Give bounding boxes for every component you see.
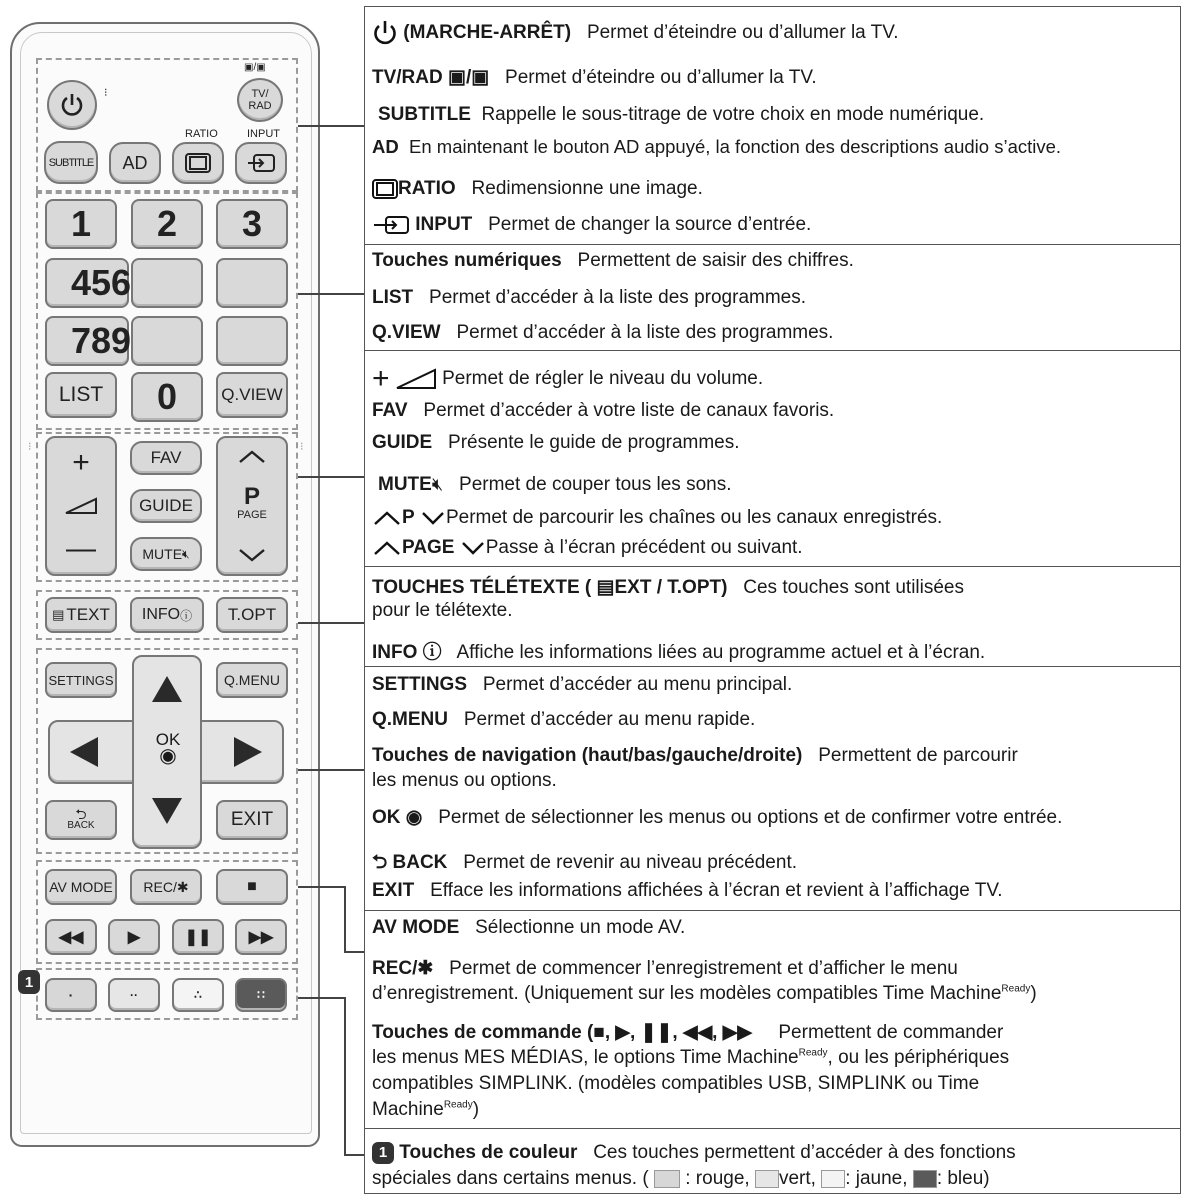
row-volume [372,362,763,396]
separator-2 [364,350,1181,351]
arrow-down-button[interactable] [150,796,184,831]
settings-desc: Permet d’accéder au menu principal. [482,674,793,695]
mute-label: MUTE [142,546,183,562]
row-back [372,848,797,880]
mute-desc: Permet de couper tous les sons. [459,474,732,495]
subtitle-title: SUBTITLE [378,104,471,125]
row-color-2 [372,1168,990,1190]
chevron-up-icon [237,449,267,465]
row-list [372,287,806,309]
rec-end: ) [1030,983,1037,1004]
yellow-key[interactable]: ∴ [172,978,224,1012]
ratio-caption: RATIO [185,128,218,140]
play-icon: ▶ [127,929,141,946]
triangle-left-icon [68,735,100,769]
qview-title: Q.VIEW [372,322,441,343]
power-desc: Permet d’éteindre ou d’allumer la TV. [586,22,899,44]
row-nav [372,745,1018,767]
control-l4: Machine [372,1099,444,1120]
ratio-icon [372,179,398,199]
leader-line-4 [298,622,364,624]
channel-rocker[interactable] [216,436,288,576]
guide-title: GUIDE [372,432,433,453]
row-tvrad [372,66,817,89]
qmenu-title: Q.MENU [372,709,448,730]
color-title: Touches de couleur [399,1142,578,1164]
tvrad-title: TV/RAD [372,67,443,88]
row-numeric [372,250,854,272]
ok-desc: Permet de sélectionner les menus ou options et de confirmer votre entrée. [438,807,1063,828]
color-badge: 1 [372,1142,394,1164]
row-color [372,1142,1016,1164]
rec-title: REC/ [372,958,418,979]
key-456[interactable]: 456 [45,258,129,308]
exit-desc: Efface les informations affichées à l’écran et revient à l’affichage TV. [430,880,1003,901]
volume-rocker[interactable] [45,436,117,576]
page-label: PAGE [237,508,267,521]
yellow-text: : jaune, [845,1168,908,1189]
pause-button[interactable] [172,919,224,955]
tvrad-desc: Permet d’éteindre ou d’allumer la TV. [505,67,817,88]
key-blank-4[interactable] [216,316,288,366]
rec-label: REC/ [143,879,177,895]
triangle-down-icon [150,796,184,826]
row-power [372,20,899,46]
tvrad-button[interactable] [237,78,283,122]
input-title: INPUT [415,214,473,235]
page-title: PAGE [402,537,455,558]
ok-icon: ◉ [400,807,423,828]
row-pch [372,507,942,529]
leader-line-7c [344,1154,364,1156]
play-button[interactable] [108,919,160,955]
fav-desc: Permet d’accéder à votre liste de canaux favoris. [423,400,835,421]
row-guide [372,432,740,454]
row-qmenu [372,709,755,731]
asterisk-icon: ✱ [176,878,189,895]
blue-text: : bleu) [936,1168,990,1189]
yellow-swatch [821,1170,845,1188]
chevron-up-icon [372,510,402,526]
pch-title: P [402,507,415,528]
key-blank-1[interactable] [131,258,203,308]
ok-label: OK [155,730,181,749]
exit-title: EXIT [372,880,415,901]
input-icon [246,152,276,174]
row-input [372,214,811,236]
dots-right: ⁝ [300,441,304,453]
info-desc: Affiche les informations liées au programme actuel et à l’écran. [456,642,986,663]
info-icon: ⓘ [180,608,193,623]
teletext-title-end: EXT / T.OPT) [614,577,728,598]
ratio-button[interactable] [172,142,224,184]
blue-swatch [913,1170,937,1188]
row-ad [372,136,1061,158]
info-icon: ⓘ [417,642,442,663]
info-label: INFO [141,606,181,623]
qmenu-button[interactable]: Q.MENU [216,662,288,698]
row-fav [372,400,834,422]
mute-icon: 🔇︎ [431,474,444,494]
power-icon [59,92,85,118]
row-page [372,537,803,559]
tvrad-icon: ▣/▣ [244,62,266,73]
chevron-up-icon [372,540,402,556]
fast-forward-button[interactable] [235,919,287,955]
pch-desc: Permet de parcourir les chaînes ou les canaux enregistrés. [445,507,943,528]
control-l2sup: Ready [798,1047,828,1059]
leader-line-7a [298,997,344,999]
key-2[interactable]: 2 [131,199,203,249]
power-icon [372,20,398,46]
red-swatch [654,1170,680,1188]
row-control-4 [372,1099,479,1121]
volume-icon [395,368,437,390]
arrow-up-button[interactable] [150,674,184,709]
leader-line-6b [344,886,346,952]
key-1[interactable]: 1 [45,199,117,249]
leader-line-5 [298,769,364,771]
ok-title: OK [372,807,401,828]
row-teletext-2: pour le télétexte. [372,600,513,621]
back-title: BACK [392,852,448,873]
triangle-up-icon [150,674,184,704]
qmenu-desc: Permet d’accéder au menu rapide. [463,709,756,730]
guide-desc: Présente le guide de programmes. [448,432,740,453]
input-caption: INPUT [247,128,280,140]
leader-line-1 [298,125,364,127]
rewind-icon: ◀◀ [58,929,84,946]
row-ratio [372,178,703,200]
tvrad-label-1: TV/ [251,88,269,100]
power-title: (MARCHE-ARRÊT) [403,22,572,44]
ratio-title: RATIO [398,178,456,199]
row-ok [372,806,1062,829]
row-subtitle [378,104,984,126]
text-label: TEXT [66,605,110,624]
triangle-right-icon [232,735,264,769]
tvrad-label-2: RAD [248,100,272,112]
back-desc: Permet de revenir au niveau précédent. [463,852,798,873]
red-text: : rouge, [685,1168,750,1189]
chevron-down-icon [420,510,446,526]
stop-button[interactable] [216,869,288,905]
volume-icon [64,497,98,515]
leader-line-7b [344,997,346,1155]
ad-desc: En maintenant le bouton AD appuyé, la fonction des descriptions audio s’active. [409,136,1062,157]
text-button[interactable] [45,597,117,633]
leader-line-6a [298,886,344,888]
settings-title: SETTINGS [372,674,468,695]
callout-badge-1: 1 [18,970,40,994]
ratio-icon [184,152,212,174]
fav-title: FAV [372,400,408,421]
leader-line-2 [298,293,364,295]
row-rec [372,957,958,980]
key-0[interactable]: 0 [131,372,203,422]
minus-icon: — [66,531,96,565]
guide-button[interactable]: GUIDE [130,489,202,523]
numeric-title: Touches numériques [372,250,562,271]
back-label: BACK [67,820,95,831]
teletext-icon: ▤ [596,577,615,598]
color-l2: spéciales dans certains menus. ( [372,1168,649,1189]
list-button[interactable]: LIST [45,372,117,418]
rec-sup: Ready [1001,983,1031,995]
info-button[interactable] [130,597,204,633]
key-3[interactable]: 3 [216,199,288,249]
dots-left: ⁝ [28,441,32,453]
green-swatch [755,1170,779,1188]
control-l2b: , ou les périphériques [827,1047,1010,1068]
row-qview [372,322,833,344]
pause-icon: ❚❚ [184,929,212,946]
plus-icon: + [372,362,390,395]
teletext-desc: Ces touches sont utilisées [743,577,964,598]
plus-icon: + [72,446,90,480]
arrow-left-button[interactable] [68,735,100,774]
rec-desc: Permet de commencer l’enregistrement et d’afficher le menu [449,958,958,979]
row-rec-2 [372,983,1037,1005]
fav-button[interactable]: FAV [130,441,202,475]
row-exit [372,880,1003,902]
mute-title: MUTE [378,474,432,495]
input-desc: Permet de changer la source d’entrée. [488,214,812,235]
rec-desc-2: d’enregistrement. (Uniquement sur les modèles compatibles Time Machine [372,983,1002,1004]
qview-desc: Permet d’accéder à la liste des programmes. [456,322,834,343]
rec-button[interactable] [130,869,202,905]
asterisk-icon: ✱ [417,958,434,979]
leader-line-3 [298,476,364,478]
row-control-2 [372,1047,1009,1069]
chevron-down-icon [460,540,486,556]
mute-icon: 🔇︎ [182,546,190,561]
subtitle-desc: Rappelle le sous-titrage de votre choix en mode numérique. [481,104,985,125]
tvrad-icon: ▣/▣ [448,67,490,88]
teletext-icon: ▤ [52,607,65,622]
rewind-button[interactable] [45,919,97,955]
ratio-desc: Redimensionne une image. [471,178,703,199]
key-blank-2[interactable] [216,258,288,308]
row-control-3: compatibles SIMPLINK. (modèles compatibles USB, SIMPLINK ou Time [372,1073,980,1094]
separator-5 [364,910,1181,911]
mute-button[interactable] [130,537,202,571]
row-settings [372,674,792,696]
input-icon [372,215,410,235]
arrow-right-button[interactable] [232,735,264,774]
back-icon: ⮌ [75,806,87,822]
avmode-desc: Sélectionne un mode AV. [475,917,686,938]
ok-icon: ◉ [159,745,177,767]
control-title: Touches de commande ( [372,1022,594,1043]
green-text: vert, [778,1168,816,1189]
qview-button[interactable]: Q.VIEW [216,372,288,418]
fast-forward-icon: ▶▶ [248,929,274,946]
indicator-dots: ⁝ [104,87,107,99]
key-blank-3[interactable] [131,316,203,366]
separator-4 [364,666,1181,667]
p-label: P [243,482,260,510]
input-button[interactable] [235,142,287,184]
chevron-down-icon [237,547,267,563]
control-l2a: les menus MES MÉDIAS, le options Time Machine [372,1047,799,1068]
key-789[interactable]: 789 [45,316,129,366]
list-title: LIST [372,287,414,308]
control-desc: Permettent de commander [778,1022,1004,1043]
blue-key[interactable]: ∷ [235,978,287,1012]
red-key[interactable]: · [45,978,97,1012]
green-key[interactable]: ·· [108,978,160,1012]
row-teletext [372,576,964,599]
back-icon: ⮌ [372,852,388,873]
leader-line-6c [344,951,364,953]
avmode-title: AV MODE [372,917,460,938]
volume-desc: Permet de régler le niveau du volume. [442,368,764,390]
subtitle-button[interactable]: SUBTITLE [44,141,98,184]
numeric-desc: Permettent de saisir des chiffres. [577,250,854,271]
control-l4end: ) [472,1099,480,1120]
separator-1 [364,244,1181,245]
topt-button[interactable]: T.OPT [216,597,288,633]
ok-button[interactable] [146,732,190,765]
exit-button[interactable]: EXIT [216,800,288,840]
settings-button[interactable]: SETTINGS [45,662,117,698]
nav-desc: Permettent de parcourir [818,745,1018,766]
page-desc: Passe à l’écran précédent ou suivant. [485,537,803,558]
row-mute [378,474,732,496]
nav-title: Touches de navigation (haut/bas/gauche/droite) [372,745,803,766]
row-control [372,1021,1003,1044]
separator-6 [364,1128,1181,1129]
ad-button[interactable]: AD [109,142,161,184]
power-button[interactable] [47,80,97,130]
back-button[interactable] [45,800,117,840]
avmode-button[interactable]: AV MODE [45,869,117,905]
control-icons: ■, ▶, ❚❚, ◀◀, ▶▶ [593,1022,752,1043]
stop-icon: ■ [247,878,257,895]
ad-title: AD [372,136,399,157]
row-nav-2: les menus ou options. [372,770,557,791]
separator-3 [364,566,1181,567]
row-info [372,637,985,664]
list-desc: Permet d’accéder à la liste des programmes. [429,287,807,308]
color-desc: Ces touches permettent d’accéder à des fonctions [593,1142,1016,1164]
teletext-title: TOUCHES TÉLÉTEXTE ( [372,577,592,598]
row-avmode [372,917,685,939]
info-title: INFO [372,642,418,663]
control-l4sup: Ready [443,1099,473,1111]
